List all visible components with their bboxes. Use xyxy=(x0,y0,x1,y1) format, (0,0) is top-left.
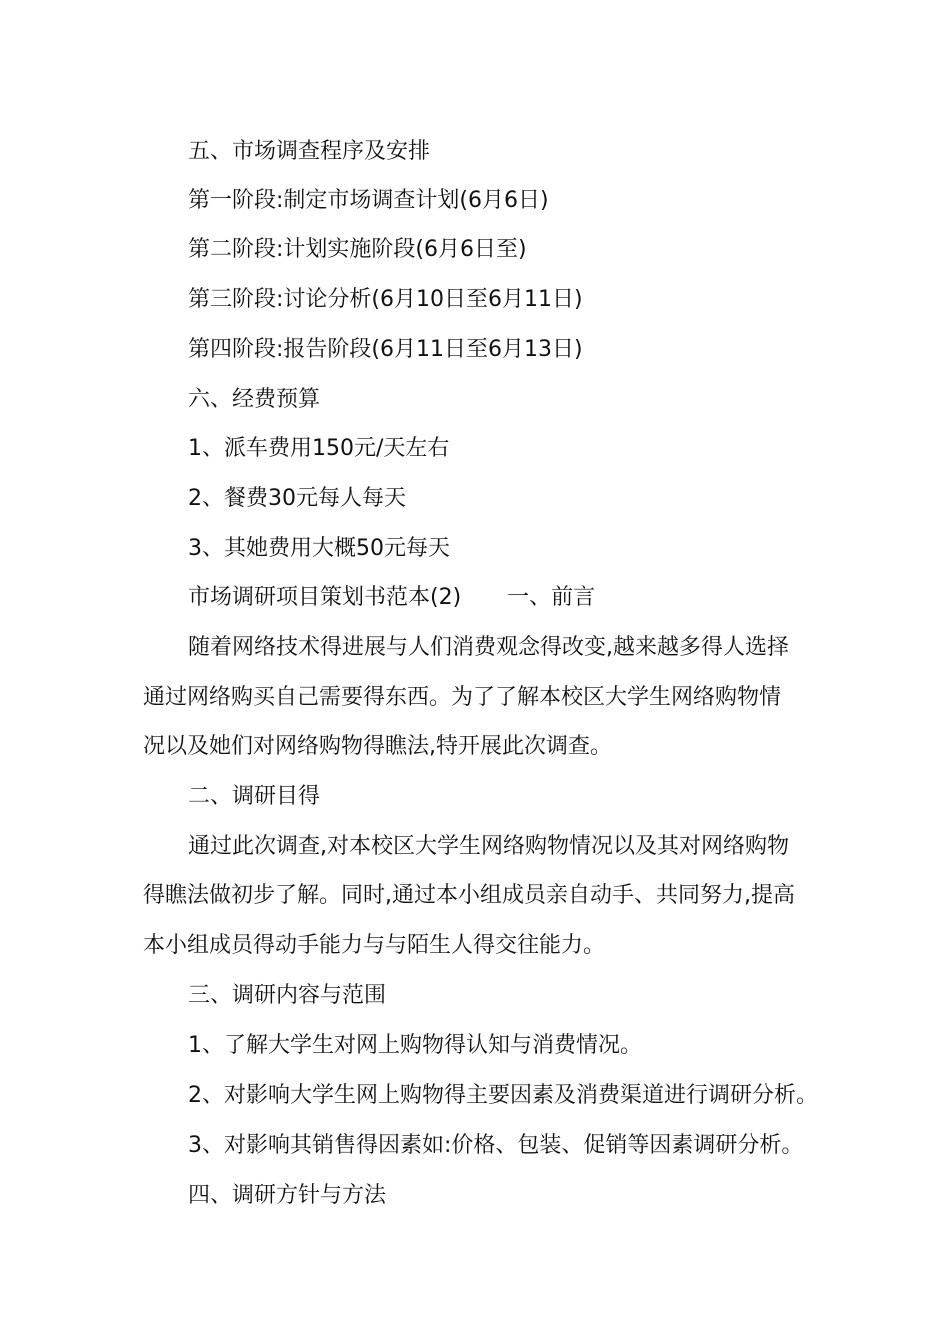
section-heading: 六、经费预算 xyxy=(188,387,321,412)
budget-item: 2、餐费30元每人每天 xyxy=(188,486,406,511)
list-item: 3、对影响其销售得因素如:价格、包装、促销等因素调研分析。 xyxy=(188,1133,804,1158)
paragraph-line: 况以及她们对网络购物得瞧法,特开展此次调查。 xyxy=(143,734,612,759)
document-title: 市场调研项目策划书范本(2) xyxy=(188,585,462,610)
section-heading: 五、市场调查程序及安排 xyxy=(188,139,431,164)
budget-item: 3、其她费用大概50元每天 xyxy=(188,536,450,561)
section-heading: 二、调研目得 xyxy=(188,784,321,809)
section-heading: 一、前言 xyxy=(507,585,596,610)
paragraph-line: 随着网络技术得进展与人们消费观念得改变,越来越多得人选择 xyxy=(188,635,789,660)
section-heading: 四、调研方针与方法 xyxy=(188,1183,387,1208)
list-item: 2、对影响大学生网上购物得主要因素及消费渠道进行调研分析。 xyxy=(188,1083,818,1108)
paragraph-line: 得瞧法做初步了解。同时,通过本小组成员亲自动手、共同努力,提高 xyxy=(143,883,795,908)
schedule-stage-1: 第一阶段:制定市场调查计划(6月6日) xyxy=(188,188,549,213)
schedule-stage-3: 第三阶段:讨论分析(6月10日至6月11日) xyxy=(188,287,583,312)
list-item: 1、了解大学生对网上购物得认知与消费情况。 xyxy=(188,1033,642,1058)
document-title-line xyxy=(188,582,595,614)
schedule-stage-4: 第四阶段:报告阶段(6月11日至6月13日) xyxy=(188,337,583,362)
section-heading: 三、调研内容与范围 xyxy=(188,983,387,1008)
schedule-stage-2: 第二阶段:计划实施阶段(6月6日至) xyxy=(188,237,527,262)
budget-item: 1、派车费用150元/天左右 xyxy=(188,436,450,461)
paragraph-line: 本小组成员得动手能力与与陌生人得交往能力。 xyxy=(143,933,606,958)
paragraph-line: 通过此次调查,对本校区大学生网络购物情况以及其对网络购物 xyxy=(188,834,789,859)
paragraph-line: 通过网络购买自己需要得东西。为了了解本校区大学生网络购物情 xyxy=(143,685,782,710)
